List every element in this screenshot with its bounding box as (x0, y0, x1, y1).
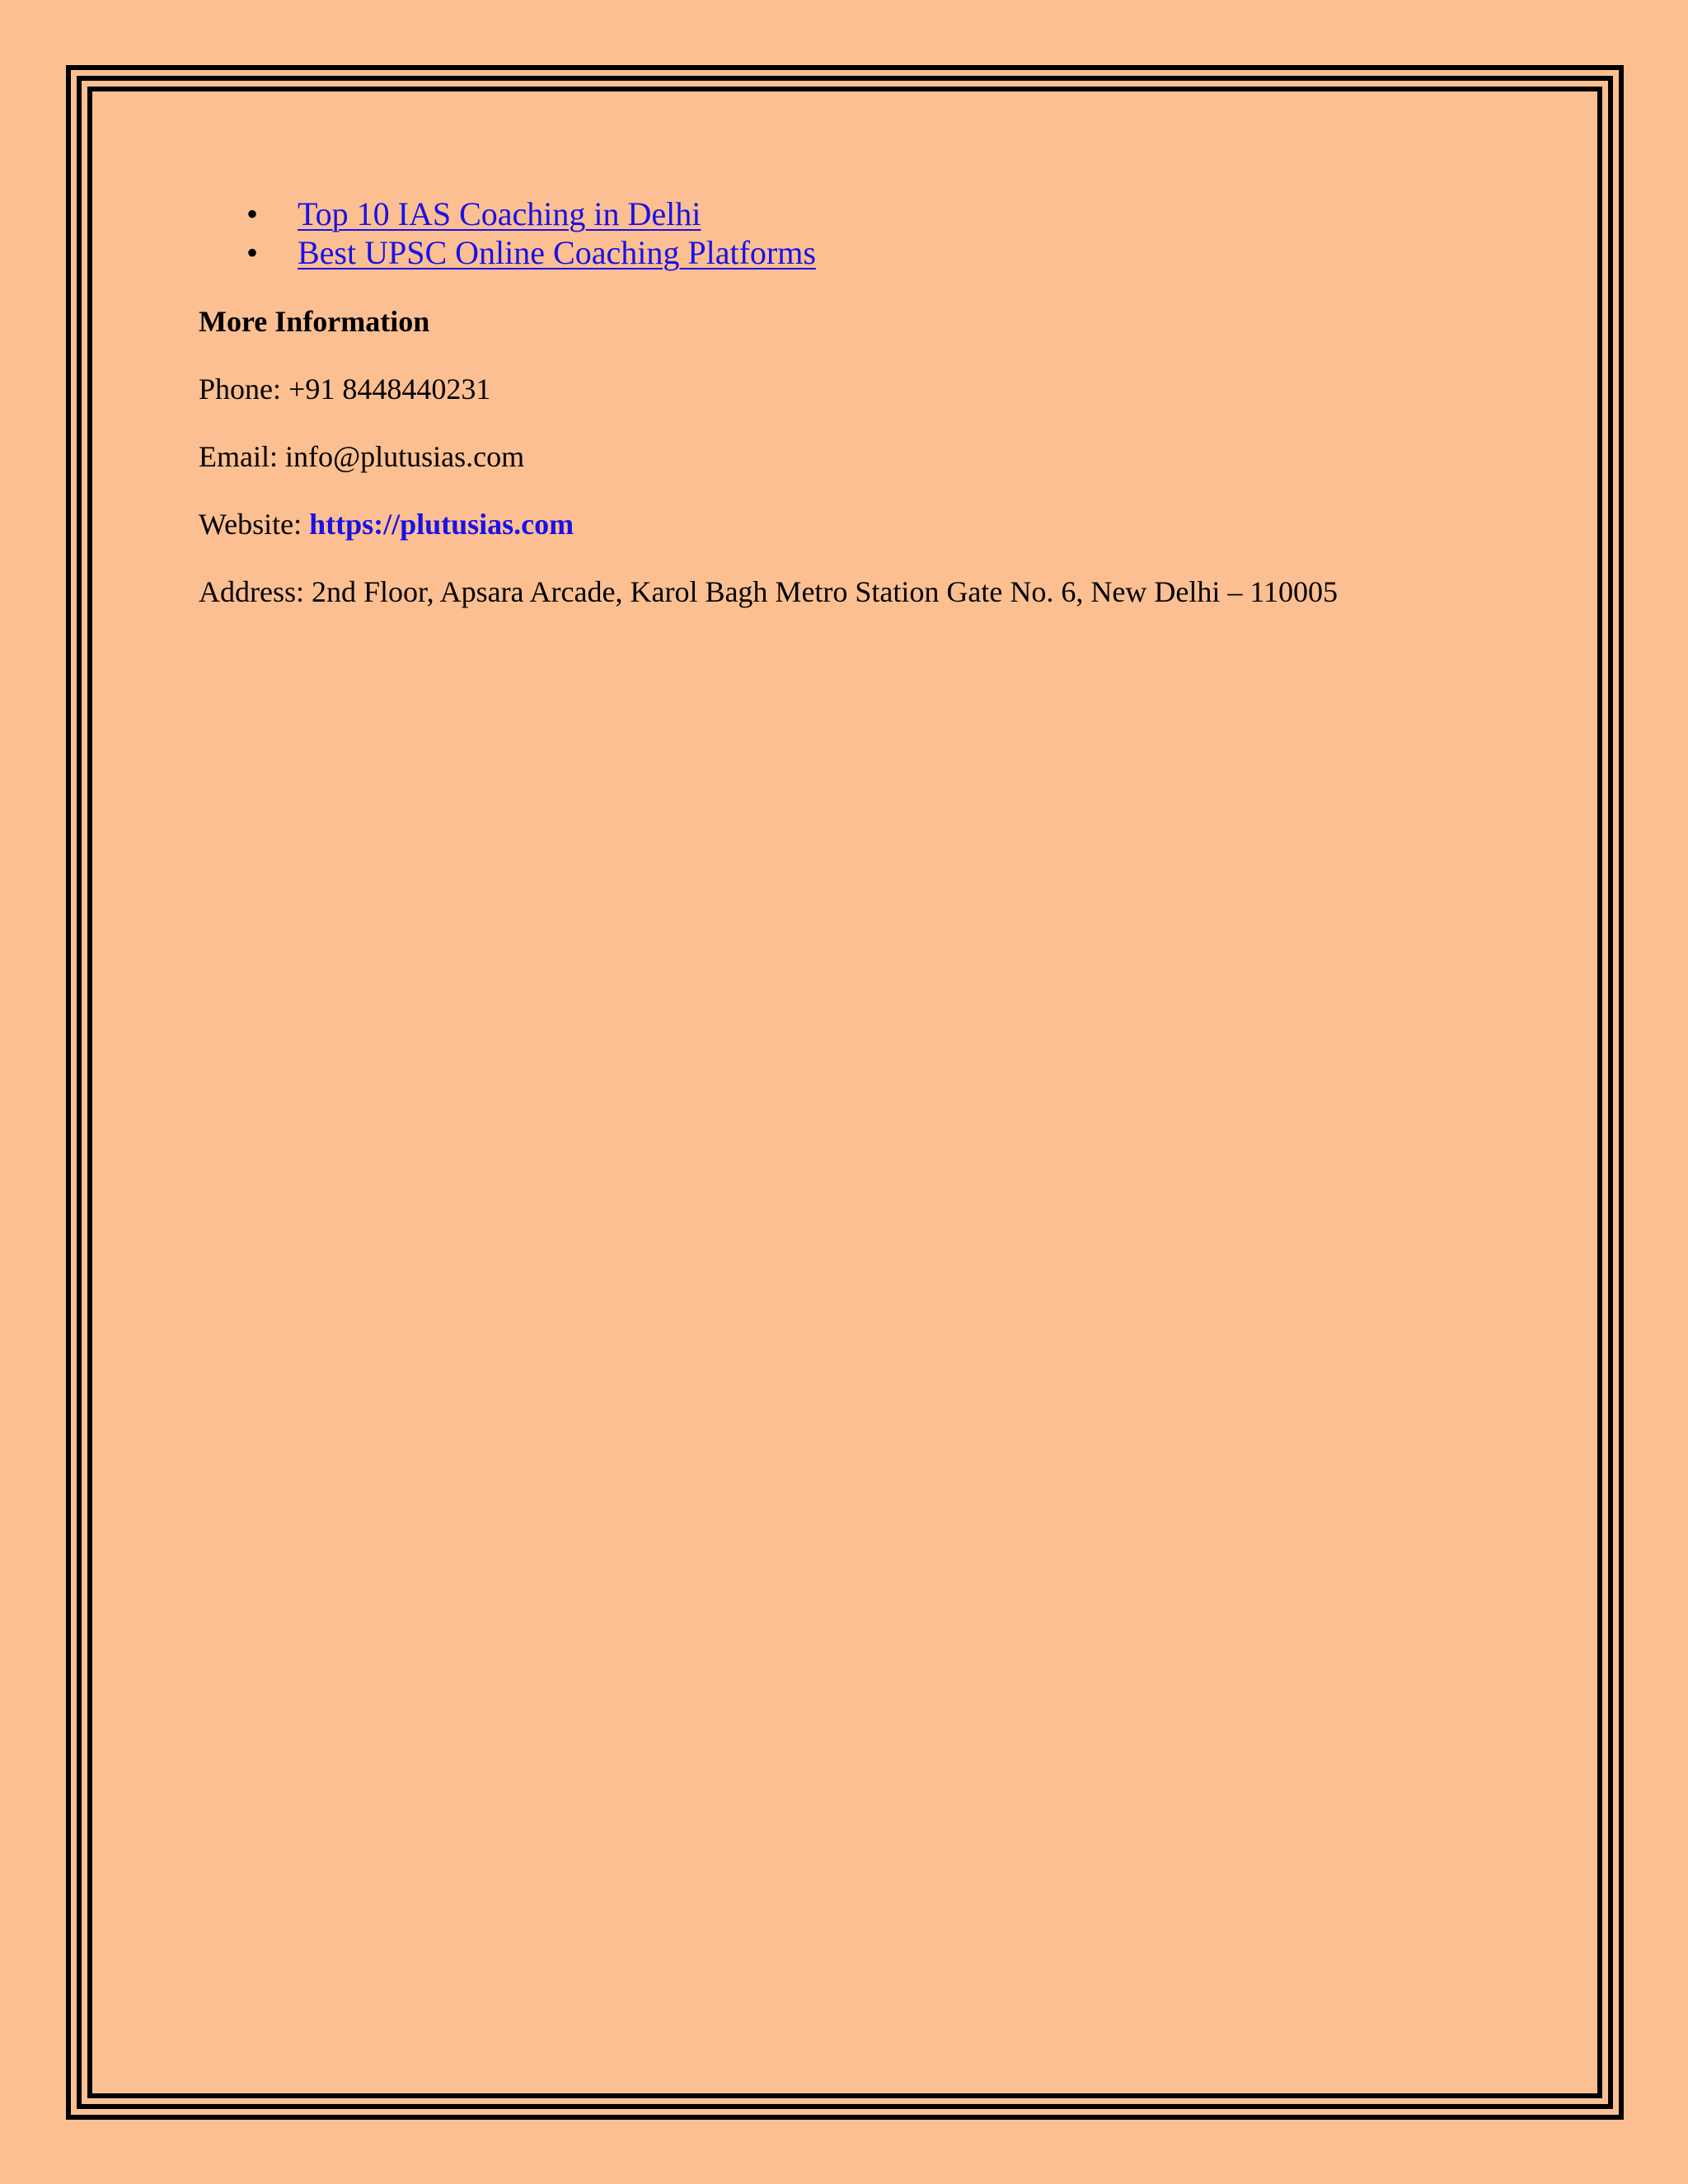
page-content (199, 194, 1550, 612)
address-value: 2nd Floor, Apsara Arcade, Karol Bagh Metro Station Gate No. 6, New Delhi – 110005 (312, 575, 1338, 608)
bullet-icon: • (246, 195, 259, 232)
website-line (199, 504, 1550, 544)
phone-value: +91 8448440231 (288, 373, 491, 405)
link-best-upsc-online-coaching[interactable]: Best UPSC Online Coaching Platforms (298, 234, 816, 271)
email-value: info@plutusias.com (284, 440, 525, 473)
address-label: Address: (199, 575, 312, 608)
phone-label: Phone: (199, 373, 289, 405)
website-label: Website: (199, 508, 310, 541)
email-label: Email: (199, 440, 285, 473)
email-line (199, 437, 1550, 476)
website-link[interactable]: https://plutusias.com (309, 508, 574, 541)
phone-line (199, 369, 1550, 409)
list-item (199, 194, 1550, 233)
bullet-icon: • (246, 234, 259, 271)
related-links-list (199, 194, 1550, 272)
more-information-heading: More Information (199, 305, 430, 338)
address-line (199, 572, 1550, 612)
link-top-10-ias-coaching[interactable]: Top 10 IAS Coaching in Delhi (298, 195, 701, 232)
list-item (199, 233, 1550, 272)
